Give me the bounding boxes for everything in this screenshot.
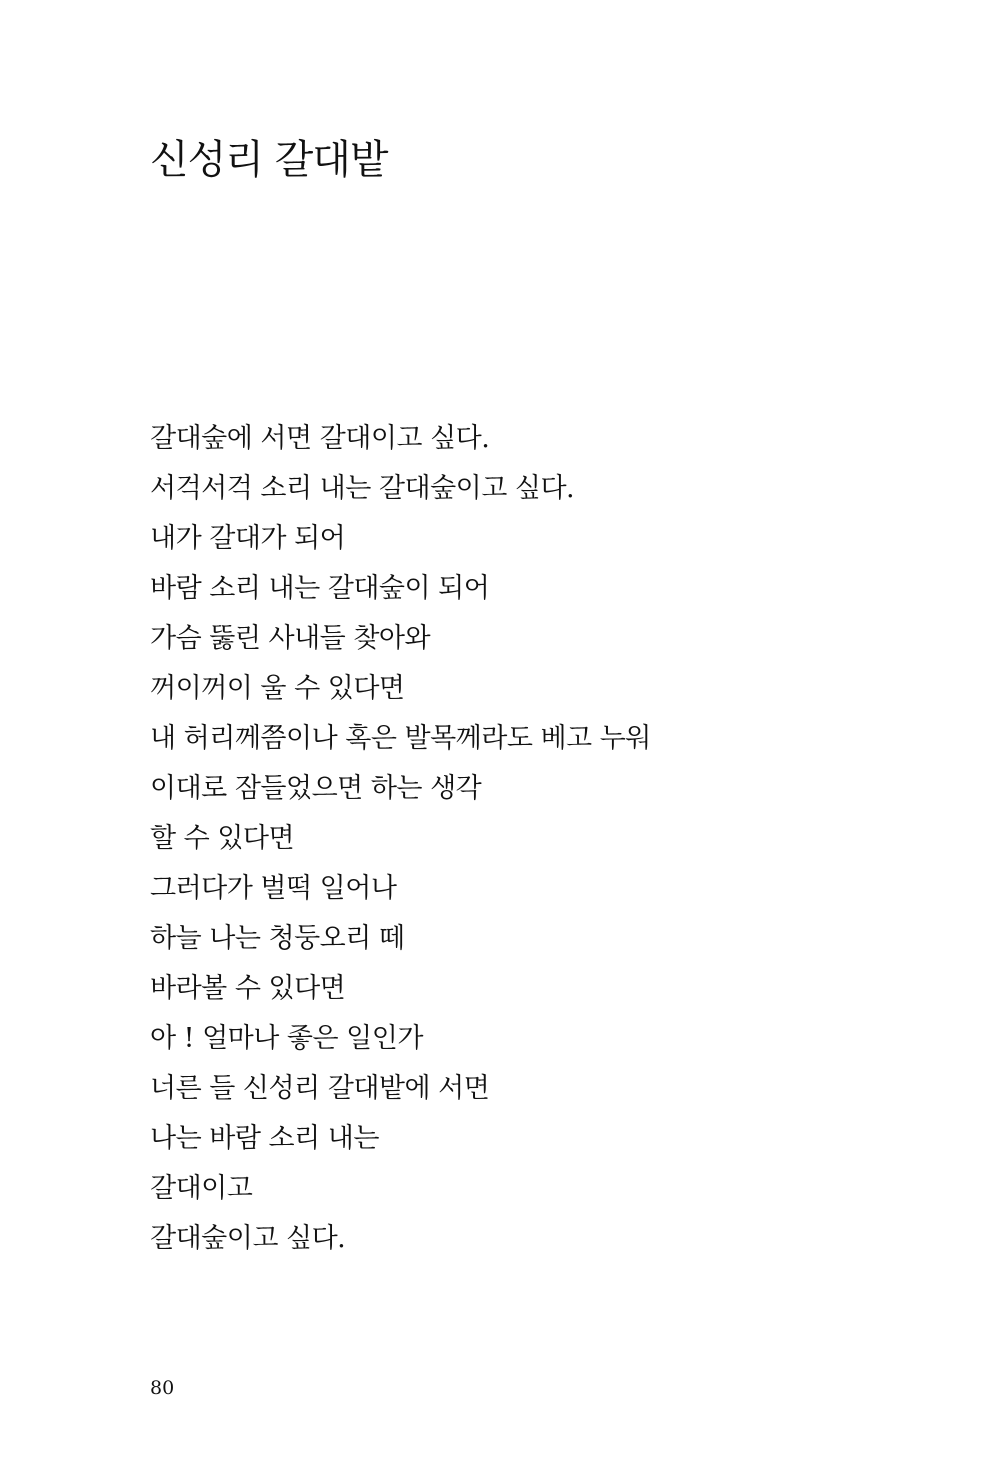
- poem-line: 너른 들 신성리 갈대밭에 서면: [150, 1073, 490, 1104]
- poem-line: 내가 갈대가 되어: [150, 523, 346, 554]
- poem-line: 바라볼 수 있다면: [150, 973, 346, 1004]
- poem-line: 꺼이꺼이 울 수 있다면: [150, 673, 405, 704]
- poem-line: 갈대이고: [150, 1173, 253, 1204]
- page-number: 80: [150, 1377, 175, 1399]
- poem-line: 갈대숲에 서면 갈대이고 싶다.: [150, 423, 490, 454]
- poem-line: 가슴 뚫린 사내들 찾아와: [150, 623, 431, 654]
- poem-body: [150, 414, 651, 1264]
- poem-line: 할 수 있다면: [150, 823, 295, 854]
- poem-line: 이대로 잠들었으면 하는 생각: [150, 773, 482, 804]
- poem-line: 하늘 나는 청둥오리 떼: [150, 923, 405, 954]
- poem-line: 그러다가 벌떡 일어나: [150, 873, 397, 904]
- poem-line: 아 ! 얼마나 좋은 일인가: [150, 1023, 423, 1054]
- poem-line: 갈대숲이고 싶다.: [150, 1223, 346, 1254]
- poem-line: 서걱서걱 소리 내는 갈대숲이고 싶다.: [150, 473, 575, 504]
- poem-line: 나는 바람 소리 내는: [150, 1123, 379, 1154]
- page-title: 신성리 갈대밭: [150, 137, 388, 183]
- poem-line: 바람 소리 내는 갈대숲이 되어: [150, 573, 490, 604]
- poem-line: 내 허리께쯤이나 혹은 발목께라도 베고 누워: [150, 723, 651, 754]
